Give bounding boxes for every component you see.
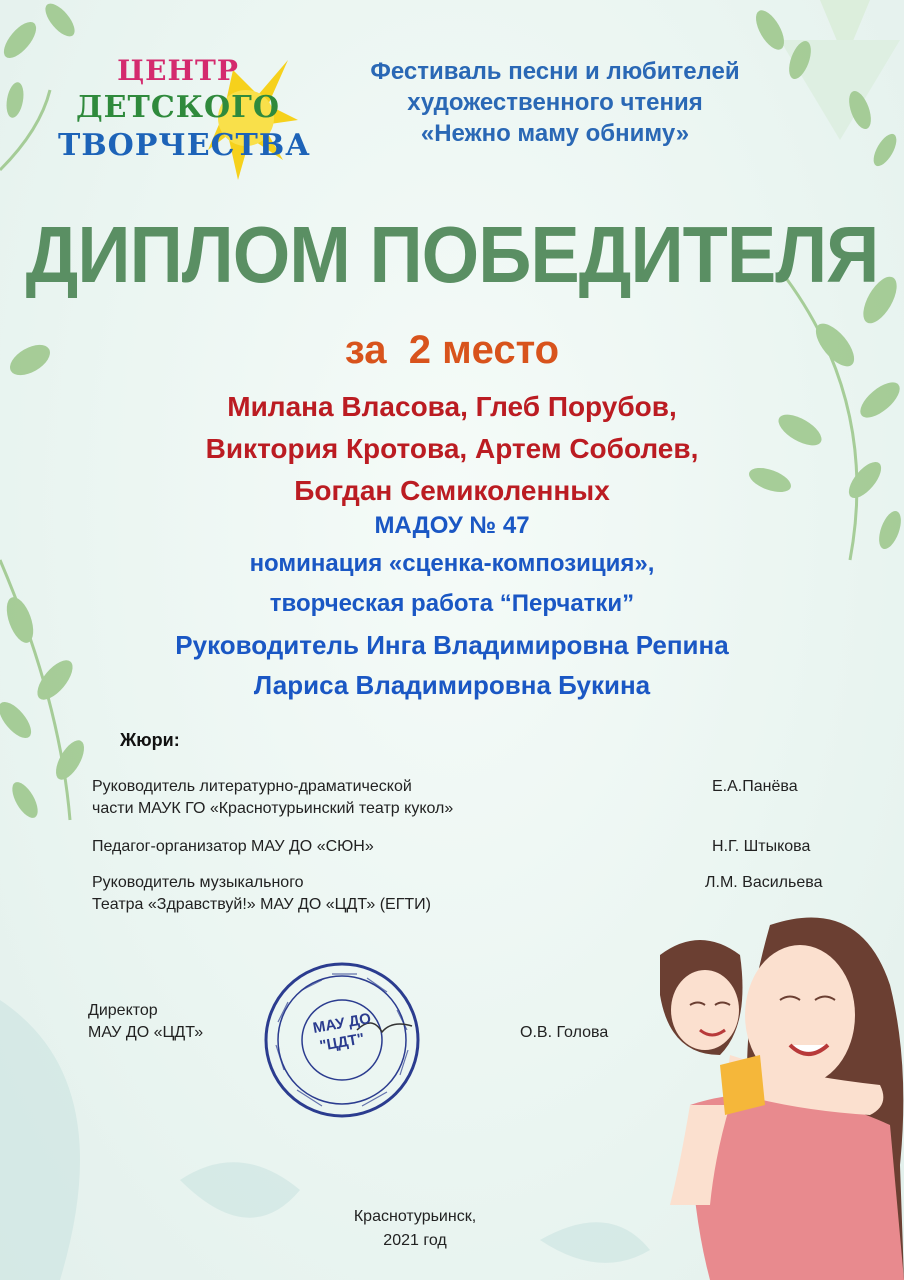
jury-member-3-role-line-2: Театра «Здравствуй!» МАУ ДО «ЦДТ» (ЕГТИ) [92,896,431,913]
winners-line-1: Милана Власова, Глеб Порубов, [227,391,677,422]
jury-member-2-name: Н.Г. Штыкова [712,838,811,855]
footer-city: Краснотурьинск, [353,1208,477,1225]
center-logo [58,40,311,190]
leader-1: Руководитель Инга Владимировна Репина [175,630,729,660]
jury-member-1-name: Е.А.Панёва [712,778,798,795]
jury-heading: Жюри: [120,730,180,750]
mother-daughter-illustration [630,905,904,1280]
institution: МАДОУ № 47 [374,512,530,539]
official-stamp [262,960,422,1120]
jury-member-1-role-line-2: части МАУК ГО «Краснотурьинский театр кукол» [92,800,454,817]
place-label: за 2 место [344,328,560,372]
nomination: номинация «сценка-композиция», [249,550,655,577]
footer-place-date [300,1205,530,1253]
diploma-title: ДИПЛОМ ПОБЕДИТЕЛЯ [25,209,879,300]
logo-line-2: ДЕТСКОГО [75,90,280,125]
jury-member-2-role: Педагог-организатор МАУ ДО «СЮН» [92,838,374,855]
festival-line-3: «Нежно маму обниму» [420,120,690,147]
work-title: творческая работа “Перчатки” [269,590,635,617]
jury-member-3-role-line-1: Руководитель музыкального [92,874,304,891]
stamp-center-line-1: МАУ ДО [311,1010,373,1037]
festival-line-2: художественного чтения [407,89,703,116]
jury-member-3-role [92,872,431,916]
leader-2: Лариса Владимировна Букина [253,670,651,700]
logo-line-1: ЦЕНТР [117,54,239,87]
festival-name [330,56,780,149]
director-title [88,1000,203,1044]
director-line-1: Директор [88,1002,158,1019]
jury-member-1-role-line-1: Руководитель литературно-драматической [92,778,412,795]
logo-line-3: ТВОРЧЕСТВА [58,128,311,163]
director-line-2: МАУ ДО «ЦДТ» [88,1024,204,1041]
jury-member-1-role [92,776,453,820]
winners-line-2: Виктория Кротова, Артем Соболев, [205,433,699,464]
jury-member-3-name: Л.М. Васильева [705,874,823,891]
director-name: О.В. Голова [520,1024,609,1041]
winners-list [120,386,784,512]
footer-year: 2021 год [383,1232,447,1249]
stamp-center-line-2: "ЦДТ" [318,1030,366,1055]
festival-line-1: Фестиваль песни и любителей [370,58,740,85]
winners-line-3: Богдан Семиколенных [294,475,610,506]
